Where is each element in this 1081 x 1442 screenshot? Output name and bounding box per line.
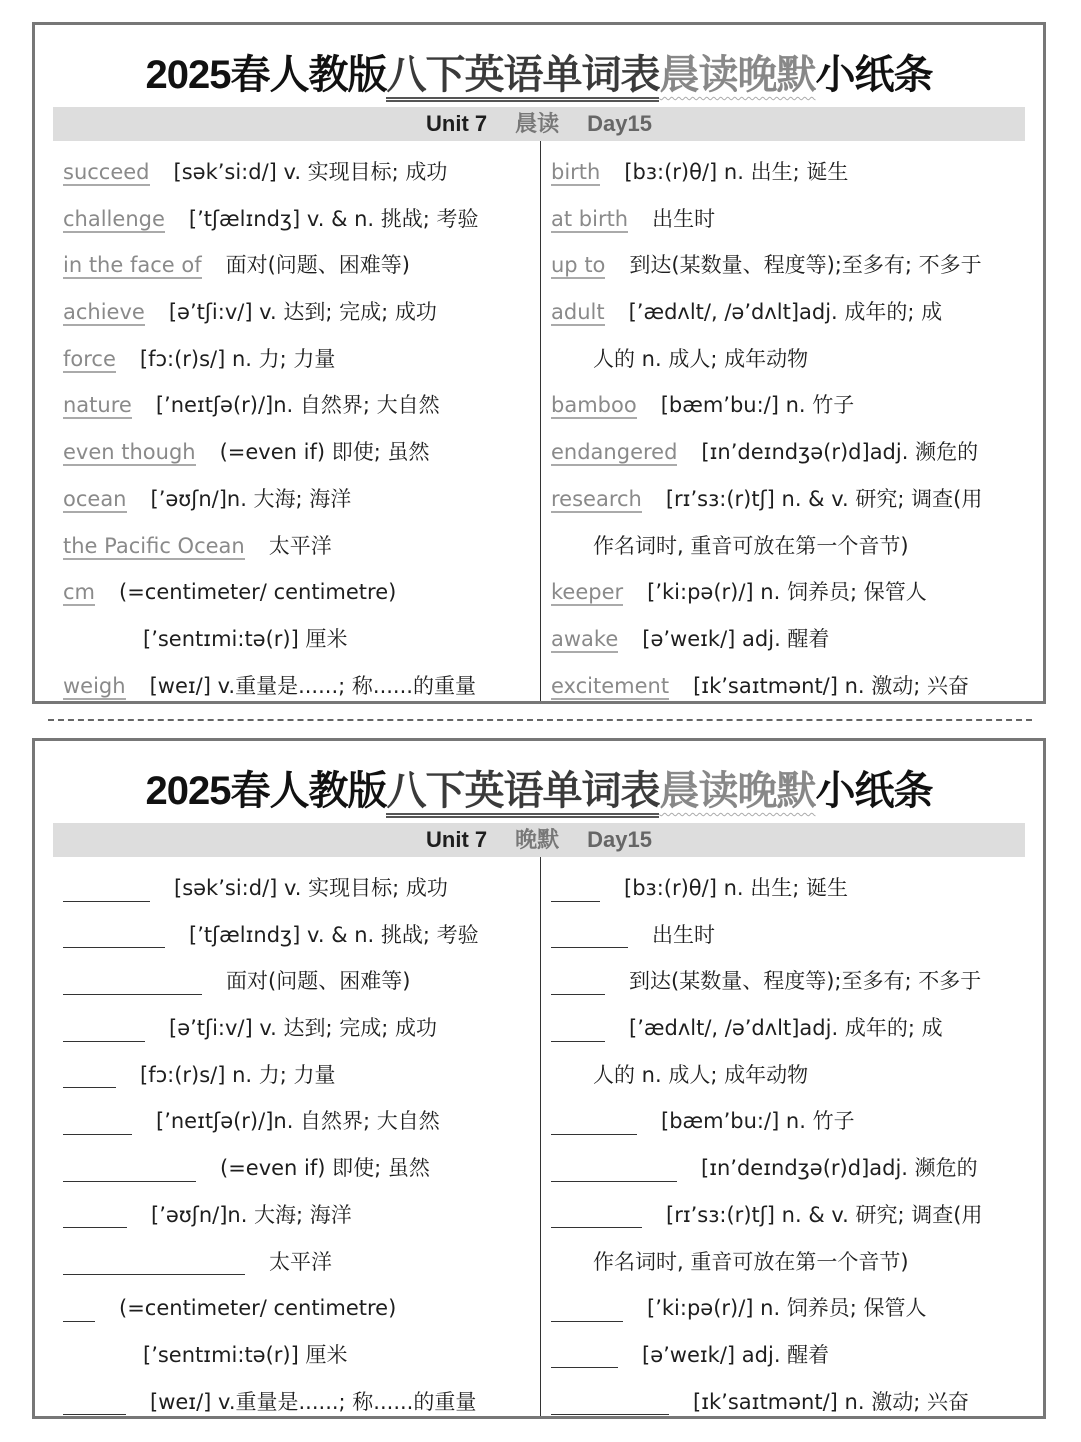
vocab-definition: [rɪ’sɜ:(r)tʃ] n. & v. 研究; 调查(用 (666, 1202, 983, 1227)
dictation-row (63, 1005, 533, 1052)
vocab-word: weigh (63, 673, 126, 698)
vocab-word: force (63, 346, 116, 371)
answer-blank (551, 1203, 642, 1228)
vocab-word: at birth (551, 206, 629, 231)
definition-continued: 人的 n. 成人; 成年动物 (593, 1062, 809, 1087)
title-part: 小纸条 (815, 769, 933, 813)
dictation-row (551, 1239, 1031, 1286)
vocab-definition: [fɔ:(r)s/] n. 力; 力量 (139, 346, 336, 371)
vocab-definition: [’tʃælɪndʒ] v. & n. 挑战; 考验 (189, 922, 479, 947)
dictation-row (63, 1332, 533, 1379)
vocab-definition: [bæm’bu:/] n. 竹子 (661, 1109, 855, 1134)
day-label: Day15 (587, 111, 652, 136)
vocab-row (551, 242, 1031, 289)
vocab-row (551, 663, 1031, 710)
vocab-word: birth (551, 160, 601, 184)
vocab-definition: 出生时 (652, 922, 715, 947)
vocab-word: bamboo (551, 393, 637, 418)
dictation-row (551, 1379, 1031, 1426)
vocab-row (63, 476, 533, 523)
vocab-definition: [sək’si:d/] v. 实现目标; 成功 (174, 876, 448, 900)
vocab-definition: [’ki:pə(r)/] n. 饲养员; 保管人 (647, 1296, 927, 1321)
vocab-definition: (=centimeter/ centimetre) (119, 580, 397, 605)
vocab-definition: 出生时 (652, 206, 716, 231)
dictation-row (551, 1005, 1031, 1052)
answer-blank (551, 1157, 677, 1182)
vocab-definition: 太平洋 (269, 1249, 332, 1274)
vocab-definition: 到达(某数量、程度等);至多有; 不多于 (629, 969, 982, 994)
answer-blank (551, 923, 628, 948)
answer-blank (551, 1017, 605, 1042)
dictation-row (551, 912, 1031, 959)
answer-blank (63, 1297, 95, 1322)
vocab-word: awake (551, 626, 619, 651)
vocab-definition: [ɪk’saɪtmənt/] n. 激动; 兴奋 (693, 1389, 969, 1414)
answer-blank (63, 1250, 245, 1275)
dictation-row (551, 958, 1031, 1005)
dictation-row (551, 1332, 1031, 1379)
vocab-row (551, 336, 1031, 383)
vocab-definition: [ɪn’deɪndʒə(r)d]adj. 濒危的 (701, 1156, 978, 1181)
answer-blank (63, 1157, 196, 1182)
dictation-row (551, 1145, 1031, 1192)
vocab-row (63, 336, 533, 383)
vocab-definition: [ə’tʃi:v/] v. 达到; 完成; 成功 (169, 1016, 438, 1041)
dictation-row (551, 1192, 1031, 1239)
vocab-definition: [ɪk’saɪtmənt/] n. 激动; 兴奋 (693, 673, 970, 698)
dictation-row (63, 912, 533, 959)
dictation-row (63, 1098, 533, 1145)
vocab-row (63, 616, 533, 663)
vocab-definition: [’ædʌlt/, /ə’dʌlt]adj. 成年的; 成 (629, 1016, 943, 1041)
vocab-word: the Pacific Ocean (63, 533, 245, 558)
vocab-definition: [bæm’bu:/] n. 竹子 (660, 393, 855, 418)
vocab-definition: [’ædʌlt/, /ə’dʌlt]adj. 成年的; 成 (628, 300, 943, 325)
vocab-row (63, 523, 533, 570)
vocab-row (551, 476, 1031, 523)
vocab-row (63, 663, 533, 710)
vocab-definition: (=centimeter/ centimetre) (119, 1296, 397, 1321)
vocab-definition: [’neɪtʃə(r)/]n. 自然界; 大自然 (155, 393, 440, 418)
vocab-definition: 到达(某数量、程度等);至多有; 不多于 (629, 253, 982, 278)
card-title (35, 759, 1043, 816)
vocab-definition: [ə’weɪk/] adj. 醒着 (642, 1342, 830, 1367)
vocab-definition: [fɔ:(r)s/] n. 力; 力量 (140, 1062, 336, 1087)
vocab-definition: [weɪ/] v.重量是......; 称......的重量 (149, 673, 476, 698)
vocab-definition: [’ki:pə(r)/] n. 饲养员; 保管人 (647, 580, 927, 605)
answer-blank (551, 970, 605, 995)
vocab-definition: (=even if) 即使; 虽然 (220, 1156, 430, 1181)
vocab-definition: [’tʃælɪndʒ] v. & n. 挑战; 考验 (188, 206, 479, 231)
title-part: 晨读晚默 (659, 53, 816, 97)
answer-blank (63, 877, 150, 902)
answer-blank (63, 1017, 145, 1042)
title-part: 八下英语单词表 (386, 53, 659, 102)
dictation-row (63, 1379, 533, 1426)
vocab-definition: (=even if) 即使; 虽然 (219, 440, 430, 465)
vocab-word: achieve (63, 300, 145, 325)
title-part: 晨读晚默 (659, 769, 816, 813)
dictation-row (551, 1285, 1031, 1332)
vocab-row (551, 429, 1031, 476)
left-word-list (63, 149, 533, 709)
card-title (35, 43, 1043, 100)
dictation-row (551, 1052, 1031, 1099)
left-blank-list (63, 865, 533, 1425)
dictation-row (63, 1239, 533, 1286)
vocab-definition: [’əʊʃn/]n. 大海; 海洋 (151, 1202, 352, 1227)
dictation-row (551, 1098, 1031, 1145)
vocab-word: ocean (63, 486, 127, 511)
dictation-row (63, 1285, 533, 1332)
unit-header (53, 107, 1025, 141)
answer-blank (551, 1343, 618, 1368)
vocab-word: up to (551, 253, 606, 278)
dictation-row (63, 958, 533, 1005)
vocab-definition: [rɪ’sɜ:(r)tʃ] n. & v. 研究; 调查(用 (665, 486, 983, 511)
vocab-definition: [’neɪtʃə(r)/]n. 自然界; 大自然 (156, 1109, 440, 1134)
vocab-definition: 面对(问题、困难等) (225, 253, 410, 278)
vocab-definition: [bɜ:(r)θ/] n. 出生; 诞生 (624, 160, 849, 184)
title-part: 2025春人教版 (145, 53, 387, 97)
vocab-definition: 太平洋 (268, 533, 332, 558)
vocab-word: even though (63, 440, 196, 465)
morning-reading-card (32, 22, 1046, 704)
vocab-word: excitement (551, 673, 670, 698)
vocab-word: cm (63, 580, 96, 605)
evening-dictation-card (32, 738, 1046, 1419)
answer-blank (551, 1390, 669, 1415)
vocab-row (551, 523, 1031, 570)
vocab-word: challenge (63, 206, 165, 231)
answer-blank (63, 970, 202, 995)
dictation-row (551, 865, 1031, 912)
vocab-definition: 面对(问题、困难等) (226, 969, 411, 994)
vocab-row (551, 196, 1031, 243)
vocab-row (551, 289, 1031, 336)
vocab-word: keeper (551, 580, 624, 605)
cut-line (48, 719, 1032, 721)
dictation-row (63, 1052, 533, 1099)
vocab-word: nature (63, 393, 132, 418)
title-part: 2025春人教版 (145, 769, 387, 813)
mode-label: 晨读 (515, 111, 560, 136)
vocab-row (63, 149, 533, 196)
vocab-definition: [ə’weɪk/] adj. 醒着 (642, 626, 830, 651)
unit-label: Unit 7 (426, 111, 488, 136)
vocab-row (63, 569, 533, 616)
day-label: Day15 (587, 827, 652, 852)
answer-blank (551, 877, 600, 902)
vocab-word: research (551, 486, 642, 511)
vocab-definition: [weɪ/] v.重量是......; 称......的重量 (150, 1389, 477, 1414)
vocab-row (63, 289, 533, 336)
vocab-word: in the face of (63, 253, 202, 278)
definition-continued: 作名词时, 重音可放在第一个音节) (593, 533, 909, 558)
vocab-row (551, 569, 1031, 616)
right-word-list (551, 149, 1031, 709)
definition-continued: 作名词时, 重音可放在第一个音节) (593, 1249, 909, 1274)
answer-blank (63, 1110, 132, 1135)
dictation-row (63, 1192, 533, 1239)
definition-continued: [’sentɪmi:tə(r)] 厘米 (143, 626, 348, 651)
vocab-row (63, 429, 533, 476)
vocab-definition: [ɪn’deɪndʒə(r)d]adj. 濒危的 (701, 440, 979, 465)
vocab-row (63, 196, 533, 243)
vocab-row (551, 616, 1031, 663)
vocab-definition: [ə’tʃi:v/] v. 达到; 完成; 成功 (168, 300, 437, 325)
answer-blank (63, 923, 165, 948)
definition-continued: 人的 n. 成人; 成年动物 (593, 346, 809, 371)
answer-blank (551, 1110, 637, 1135)
title-part: 八下英语单词表 (386, 769, 659, 818)
column-divider (540, 141, 541, 701)
column-divider (540, 857, 541, 1416)
vocab-definition: [’əʊʃn/]n. 大海; 海洋 (150, 486, 352, 511)
right-blank-list (551, 865, 1031, 1425)
dictation-row (63, 1145, 533, 1192)
vocab-definition: [sək’si:d/] v. 实现目标; 成功 (173, 160, 448, 184)
answer-blank (63, 1203, 127, 1228)
definition-continued: [’sentɪmi:tə(r)] 厘米 (143, 1342, 348, 1367)
mode-label: 晚默 (515, 827, 560, 852)
answer-blank (63, 1390, 126, 1415)
answer-blank (63, 1063, 116, 1088)
dictation-row (63, 865, 533, 912)
vocab-word: succeed (63, 160, 150, 184)
vocab-row (63, 242, 533, 289)
vocab-row (551, 382, 1031, 429)
vocab-word: adult (551, 300, 605, 325)
unit-label: Unit 7 (426, 827, 488, 852)
vocab-definition: [bɜ:(r)θ/] n. 出生; 诞生 (624, 876, 848, 900)
vocab-row (551, 149, 1031, 196)
unit-header (53, 823, 1025, 857)
vocab-row (63, 382, 533, 429)
answer-blank (551, 1297, 623, 1322)
title-part: 小纸条 (815, 53, 933, 97)
vocab-word: endangered (551, 440, 678, 465)
